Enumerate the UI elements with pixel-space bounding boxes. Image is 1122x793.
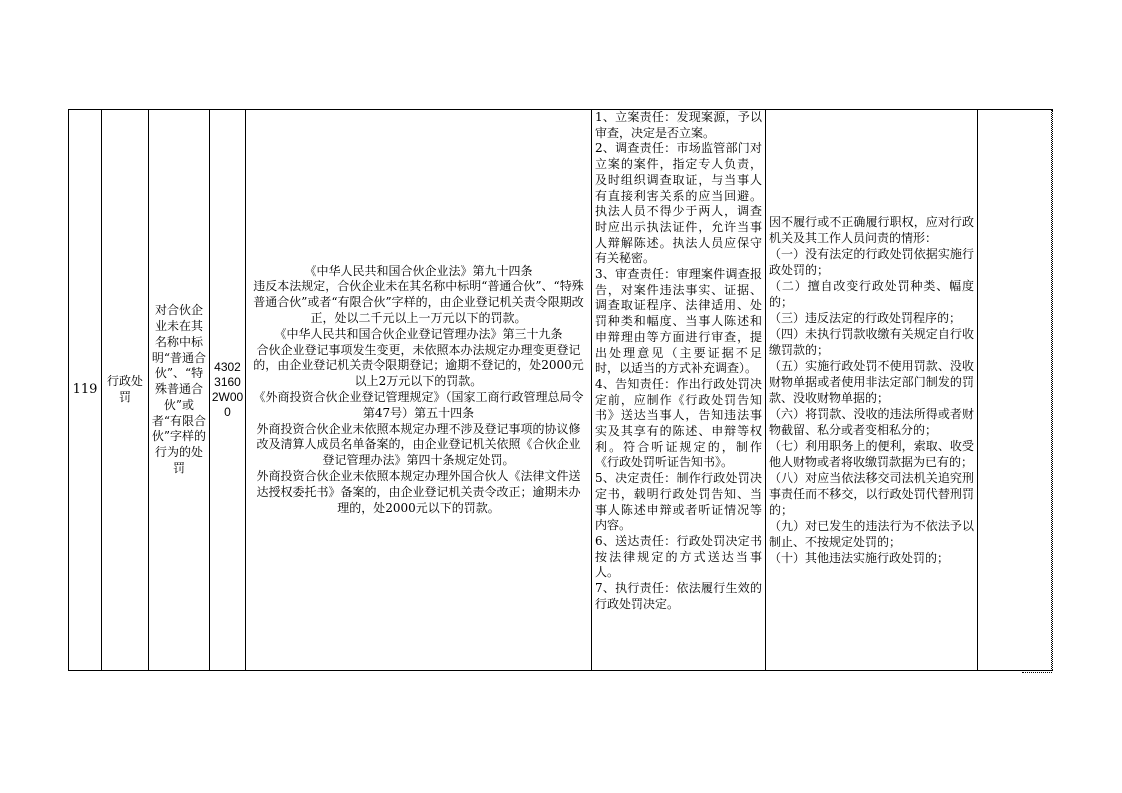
responsibility-item: 2、调查责任：市场监管部门对立案的案件，指定专人负责，及时组织调查取证，与当事人有直接利害关系的应当回避。执法人员不得少于两人，调查时应出示执法证件，允许当事人辩解陈述。执法人员应保守有关秘密。 bbox=[595, 141, 762, 266]
liability-item: （五）实施行政处罚不使用罚款、没收财物单据或者使用非法定部门制发的罚款、没收财物单据的； bbox=[769, 359, 974, 405]
legal-basis bbox=[246, 110, 592, 671]
responsibility-item: 1、立案责任：发现案源，予以审查，决定是否立案。 bbox=[595, 110, 762, 140]
liability-list bbox=[766, 110, 978, 671]
liability-item: （二）擅自改变行政处罚种类、幅度的； bbox=[769, 279, 974, 309]
responsibility-item: 5、决定责任：制作行政处罚决定书，载明行政处罚告知、当事人陈述申辩或者听证情况等内容。 bbox=[595, 471, 762, 533]
basis-paragraph: 违反本法规定，合伙企业未在其名称中标明“普通合伙”、“特殊普通合伙”或者“有限合伙”字样的，由企业登记机关责令限期改正，处以二千元以上一万元以下的罚款。 bbox=[253, 279, 584, 326]
dotted-border-extension bbox=[1022, 109, 1052, 673]
responsibility-list bbox=[592, 110, 766, 671]
liability-item: （九）对已发生的违法行为不依法予以制止、不按规定处罚的； bbox=[769, 519, 974, 549]
table-row bbox=[69, 110, 1053, 671]
responsibility-item: 6、送达责任：行政处罚决定书按法律规定的方式送达当事人。 bbox=[595, 533, 762, 580]
basis-law-title: 《中华人民共和国合伙企业法》第九十四条 bbox=[304, 263, 533, 278]
responsibility-item: 4、告知责任：作出行政处罚决定前，应制作《行政处罚告知书》送达当事人，告知违法事实及其享有的陈述、申辩等权利。符合听证规定的，制作《行政处罚听证告知书》。 bbox=[595, 376, 762, 470]
responsibility-item: 7、执行责任：依法履行生效的行政处罚决定。 bbox=[595, 581, 762, 611]
basis-law-title: 《中华人民共和国合伙企业登记管理办法》第三十九条 bbox=[274, 326, 563, 341]
basis-paragraph: 外商投资合伙企业未依照本规定办理不涉及登记事项的协议修改及清算人成员名单备案的，由企业登记机关依照《合伙企业登记管理办法》第四十条规定处罚。 bbox=[256, 421, 581, 468]
liability-item: （三）违反法定的行政处罚程序的； bbox=[769, 311, 962, 325]
item-code: 43023160 2W000 bbox=[210, 110, 246, 671]
liability-item: （四）未执行罚款收缴有关规定自行收缴罚款的； bbox=[769, 327, 974, 357]
power-list-table bbox=[68, 109, 1053, 671]
liability-item: （十）其他违法实施行政处罚的； bbox=[769, 551, 950, 565]
liability-item: （一）没有法定的行政处罚依据实施行政处罚的； bbox=[769, 247, 974, 277]
liability-item: （八）对应当依法移交司法机关追究刑事责任而不移交，以行政处罚代替刑罚的； bbox=[769, 471, 974, 517]
row-number: 119 bbox=[69, 110, 102, 671]
responsibility-item: 3、审查责任：审理案件调查报告，对案件违法事实、证据、调查取证程序、法律适用、处罚种类和幅度、当事人陈述和申辩理由等方面进行审查，提出处理意见（主要证据不足时，以适当的方式补充调查）。 bbox=[595, 267, 762, 376]
basis-paragraph: 合伙企业登记事项发生变更，未依照本办法规定办理变更登记的，由企业登记机关责令限期登记；逾期不登记的，处2000元以上2万元以下的罚款。 bbox=[253, 342, 584, 389]
item-name: 对合伙企业未在其名称中标明“普通合伙”、“特殊普通合伙”或者“有限合伙”字样的行为的处罚 bbox=[149, 110, 210, 671]
liability-intro: 因不履行或不正确履行职权，应对行政机关及其工作人员问责的情形： bbox=[769, 215, 974, 245]
basis-law-title: 《外商投资合伙企业登记管理规定》（国家工商行政管理总局令第47号）第五十四条 bbox=[253, 390, 584, 420]
power-category: 行政处罚 bbox=[102, 110, 149, 671]
basis-paragraph: 外商投资合伙企业未依照本规定办理外国合伙人《法律文件送达授权委托书》备案的，由企业登记机关责令改正；逾期未办理的，处2000元以下的罚款。 bbox=[256, 468, 581, 515]
liability-item: （六）将罚款、没收的违法所得或者财物截留、私分或者变相私分的； bbox=[769, 407, 974, 437]
liability-item: （七）利用职务上的便利，索取、收受他人财物或者将收缴罚款据为已有的； bbox=[769, 439, 974, 469]
